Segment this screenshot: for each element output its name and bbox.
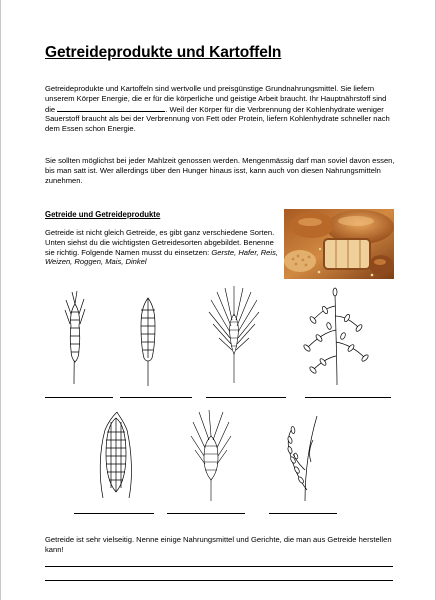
page-title: Getreideprodukte und Kartoffeln bbox=[45, 44, 282, 61]
meals-paragraph: Sie sollten möglichst bei jeder Mahlzeit genossen werden. Mengenmässig darf man soviel davon essen, bis man satt ist. Wer allerdings über den Hunger hinaus isst, kann auch von diesen Nahrungsmitteln zunehmen. bbox=[45, 156, 395, 185]
intro-text-start: Getreideprodukte und Kartoffeln sind wertvolle und preisgünstige Grundnahrungsmittel. Sie liefern unserem Körper Energie, die er für die körperliche und geistige Arbeit braucht. Ihr Hauptnährstoff sind die bbox=[45, 84, 387, 114]
rice-panicle-icon bbox=[279, 410, 323, 507]
spelt-ear-icon bbox=[189, 406, 233, 507]
intro-paragraph bbox=[45, 84, 395, 134]
corn-cob-icon bbox=[95, 408, 137, 505]
answer-line-7[interactable] bbox=[269, 513, 337, 514]
cereal-names-list: Gerste, Hafer, Reis, Weizen, Roggen, Mais, Dinkel bbox=[45, 247, 278, 267]
cereal-instructions-text: Getreide ist nicht gleich Getreide, es gibt ganz verschiedene Sorten. Unten siehst du die wichtigsten Getreidesorten abgebildet. Benenne sie richtig. Folgende Namen musst du einsetzen: bbox=[45, 228, 275, 257]
closing-question: Getreide ist sehr vielseitig. Nenne einige Nahrungsmittel und Gerichte, die man aus Getreide herstellen kann! bbox=[45, 535, 392, 554]
answer-line-1[interactable] bbox=[45, 397, 113, 398]
intro-text-end: . Weil der Körper für die Verbrennung der Kohlenhydrate weniger Sauerstoff braucht als bei der Verbrennung von Fett oder Protein, liefern Kohlenhydrate schneller nach dem Essen schon Energie. bbox=[45, 104, 390, 134]
answer-line-9[interactable] bbox=[45, 580, 393, 581]
answer-line-3[interactable] bbox=[206, 397, 286, 398]
oat-panicle-icon bbox=[295, 286, 379, 391]
answer-line-4[interactable] bbox=[305, 397, 391, 398]
cereal-instructions bbox=[45, 228, 283, 267]
barley-ear-icon bbox=[205, 284, 263, 389]
bread-and-grains-photo bbox=[284, 209, 394, 279]
answer-blank-nutrient[interactable] bbox=[57, 104, 165, 112]
answer-line-8[interactable] bbox=[45, 566, 393, 567]
wheat-ear-icon bbox=[131, 292, 165, 392]
answer-line-6[interactable] bbox=[167, 513, 245, 514]
answer-line-5[interactable] bbox=[74, 513, 154, 514]
rye-ear-icon bbox=[57, 290, 91, 390]
cereal-section-heading: Getreide und Getreideprodukte bbox=[45, 210, 161, 219]
answer-line-2[interactable] bbox=[120, 397, 192, 398]
